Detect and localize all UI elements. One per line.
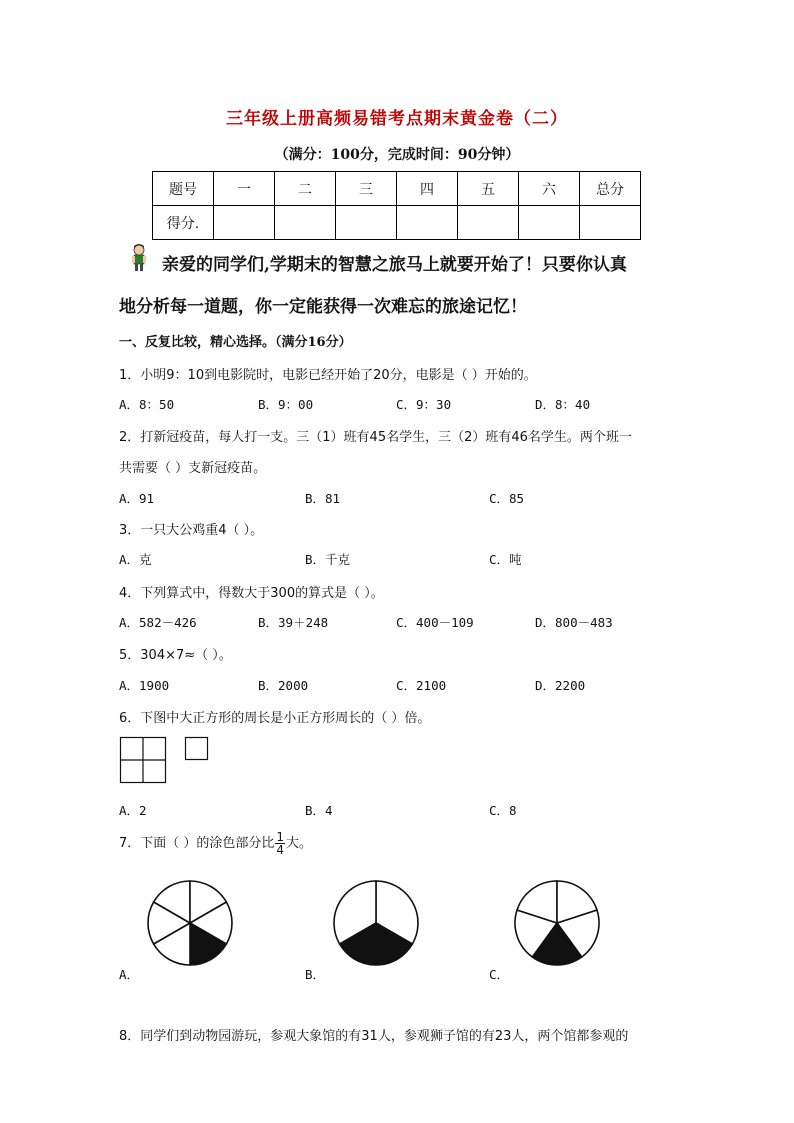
question-7-text-end: 大。 [286, 836, 313, 851]
option-a[interactable]: A．8：50 [119, 397, 175, 412]
large-square-figure [121, 738, 166, 783]
option-c[interactable]: C．400－109 [396, 615, 474, 630]
option-a[interactable]: A． [119, 967, 140, 982]
question-5: 5．304×7≈（ ）。 [119, 648, 232, 663]
small-square-figure [186, 738, 208, 760]
option-b[interactable]: B．9：00 [258, 397, 314, 412]
option-c[interactable]: C．2100 [396, 678, 447, 693]
exam-title: 三年级上册高频易错考点期末黄金卷（二） [226, 109, 568, 129]
student-mascot-icon [128, 243, 150, 273]
pie-chart-c [515, 881, 599, 965]
option-c[interactable]: C．吨 [489, 552, 522, 567]
score-input-cell[interactable] [275, 206, 336, 240]
squares-figure [119, 736, 219, 786]
fraction-numerator: 1 [276, 830, 285, 844]
table-cell: 一 [214, 172, 275, 206]
section-title: 一、反复比较，精心选择。（满分16分） [119, 335, 352, 350]
score-input-cell[interactable] [397, 206, 458, 240]
option-d[interactable]: D．8：40 [535, 397, 591, 412]
question-3: 3．一只大公鸡重4（ ）。 [119, 523, 264, 538]
option-d[interactable]: D．2200 [535, 678, 586, 693]
option-a[interactable]: A．2 [119, 803, 147, 818]
greeting-line2: 地分析每一道题，你一定能获得一次难忘的旅途记忆！ [119, 297, 527, 317]
question-8: 8．同学们到动物园游玩，参观大象馆的有31人，参观狮子馆的有23人，两个馆都参观的 [119, 1029, 629, 1044]
score-input-cell[interactable] [580, 206, 641, 240]
exam-subtitle: （满分：100分，完成时间：90分钟） [274, 147, 520, 163]
table-cell: 四 [397, 172, 458, 206]
option-b[interactable]: B．39＋248 [258, 615, 329, 630]
table-cell: 六 [519, 172, 580, 206]
fraction-denominator: 4 [276, 843, 285, 857]
pie-chart-b [334, 881, 418, 965]
score-table-header-row [153, 172, 641, 206]
pie-chart-a [148, 881, 232, 965]
question-2-line2: 共需要（ ）支新冠疫苗。 [119, 461, 267, 476]
table-cell: 总分 [580, 172, 641, 206]
option-d[interactable]: D．800－483 [535, 615, 613, 630]
table-cell: 三 [336, 172, 397, 206]
table-cell: 题号 [153, 172, 214, 206]
option-a[interactable]: A．91 [119, 491, 155, 506]
pie-figures [100, 875, 660, 975]
table-cell: 二 [275, 172, 336, 206]
score-input-cell[interactable] [214, 206, 275, 240]
option-b[interactable]: B．4 [305, 803, 333, 818]
table-cell: 得分. [153, 206, 214, 240]
score-table-score-row [153, 206, 641, 240]
option-c[interactable]: C．9：30 [396, 397, 452, 412]
option-a[interactable]: A．582－426 [119, 615, 197, 630]
question-7-text: 7．下面（ ）的涂色部分比 [119, 836, 275, 851]
option-b[interactable]: B．千克 [305, 552, 351, 567]
question-7 [119, 830, 312, 858]
greeting-line1: 亲爱的同学们,学期末的智慧之旅马上就要开始了！只要你认真 [162, 255, 627, 275]
option-b[interactable]: B．81 [305, 491, 341, 506]
question-2-line1: 2．打新冠疫苗，每人打一支。三（1）班有45名学生，三（2）班有46名学生。两个班一 [119, 430, 632, 445]
option-b[interactable]: B．2000 [258, 678, 309, 693]
option-c[interactable]: C．85 [489, 491, 525, 506]
question-1: 1．小明9：10到电影院时，电影已经开始了20分，电影是（ ）开始的。 [119, 368, 537, 383]
fraction-one-quarter [275, 831, 285, 856]
option-b[interactable]: B． [305, 967, 326, 982]
question-6: 6．下图中大正方形的周长是小正方形周长的（ ）倍。 [119, 711, 431, 726]
question-4: 4．下列算式中，得数大于300的算式是（ ）。 [119, 586, 384, 601]
option-c[interactable]: C．8 [489, 803, 517, 818]
table-cell: 五 [458, 172, 519, 206]
score-input-cell[interactable] [519, 206, 580, 240]
score-input-cell[interactable] [336, 206, 397, 240]
score-input-cell[interactable] [458, 206, 519, 240]
score-table [152, 171, 641, 240]
option-a[interactable]: A．1900 [119, 678, 170, 693]
option-c[interactable]: C． [489, 967, 510, 982]
option-a[interactable]: A．克 [119, 552, 152, 567]
